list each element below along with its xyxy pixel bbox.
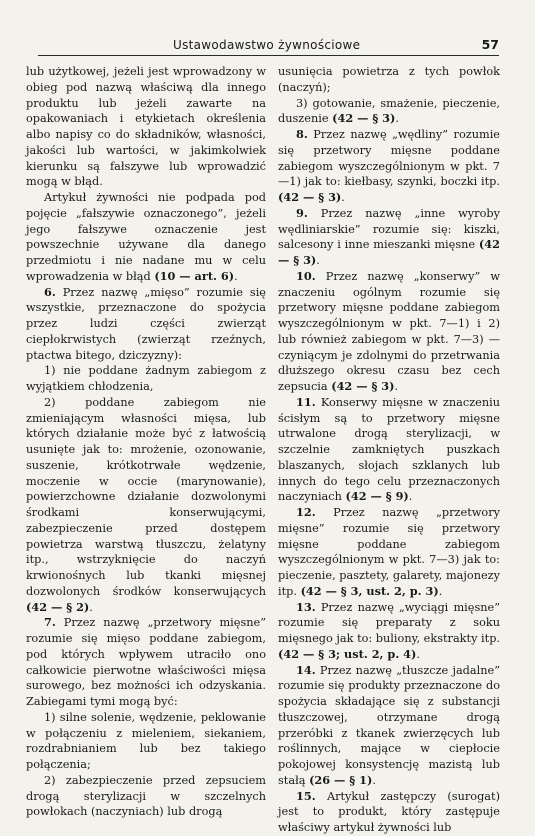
paragraph: lub użytkowej, jeżeli jest wprowadzony w obieg pod nazwą właściwą dla innego produktu lub jeżeli zawarte na opakowaniach i etykietach określenia albo napisy co do składników, własności, jakości lub wartości, w jakimkolwiek kierunku są fałszywe lub wprowadzić mogą w błąd. bbox=[26, 65, 266, 189]
paragraph: 6. Przez nazwę „mięso” rozumie się wszystkie, przeznaczone do spożycia przez ludzi części zwierząt ciepłokrwistych (zwierząt rzeźnych, ptactwa bitego, dziczyzny): bbox=[26, 284, 266, 362]
paragraph: 2) poddane zabiegom nie zmieniającym własności mięsa, lub których działanie może być z łatwością usunięte jak to: mrożenie, ozonowanie, suszenie, krótkotrwałe wędzenie, moczenie w occie (marynowanie), powierzchowne działanie dozwolonymi środkami konserwującymi, zabezpieczenie przed dostępem powietrza warstwą tłuszczu, żelatyny itp., wstrzyknięcie do naczyń krwionośnych lub tkanki mięsnej dozwolonych środków konserwujących (42 — § 2). bbox=[26, 395, 266, 614]
paragraph: 7. Przez nazwę „przetwory mięsne” rozumie się mięso poddane zabiegom, pod których wpływem utraciło ono całkowicie pierwotne właściwości mięsa surowego, bez możności ich odzyskania. Zabiegami tymi mogą być: bbox=[26, 615, 266, 708]
paragraph: 13. Przez nazwę „wyciągi mięsne” rozumie się preparaty z soku mięsnego jak to: buliony, ekstrakty itp. (42 — § 3; ust. 2, p. 4). bbox=[278, 599, 501, 661]
paragraph: 3) gotowanie, smażenie, pieczenie, duszenie (42 — § 3). bbox=[278, 96, 500, 126]
paragraph: 14. Przez nazwę „tłuszcze jadalne” rozumie się produkty przeznaczone do spożycia składające się z substancji tłuszczowej, otrzymane drogą przeróbki z tkanek zwierzęcych lub roślinnych, mające w ciepłocie pokojowej konsystencję mazistą lub stałą (26 — § 1). bbox=[278, 662, 500, 787]
paragraph: 1) nie poddane żadnym zabiegom z wyjątkiem chłodzenia, bbox=[26, 364, 266, 393]
running-title: Ustawodawstwo żywnościowe bbox=[173, 38, 361, 52]
paragraph: 8. Przez nazwę „wędliny” rozumie się przetwory mięsne poddane zabiegom wyszczególnionym w pkt. 7—1) jak to: kiełbasy, szynki, boczki itp. (42 — § 3). bbox=[278, 127, 500, 204]
page-number: 57 bbox=[481, 37, 499, 52]
left-column bbox=[26, 64, 266, 820]
paragraph: 15. Artykuł zastępczy (surogat) jest to produkt, który zastępuje właściwy artykuł żywności lub bbox=[278, 788, 500, 834]
running-header bbox=[38, 33, 499, 56]
paragraph: 9. Przez nazwę „inne wyroby wędliniarskie” rozumie się: kiszki, salcesony i inne mieszanki mięsne (42 — § 3). bbox=[278, 205, 500, 267]
right-column bbox=[278, 64, 500, 836]
paragraph: Artykuł żywności nie podpada pod pojęcie „fałszywie oznaczonego”, jeżeli jego fałszywe oznaczenie jest powszechnie używane dla danego przedmiotu i nie nadane mu w celu wprowadzenia w błąd (10 — art. 6). bbox=[26, 191, 266, 283]
paragraph: 12. Przez nazwę „przetwory mięsne” rozumie się przetwory mięsne poddane zabiegom wyszczególnionym w pkt. 7—3) jak to: pieczenie, pasztety, galarety, majonezy itp. (42 — § 3, ust. 2, p. 3). bbox=[278, 505, 500, 598]
paragraph: usunięcia powietrza z tych powłok (naczyń); bbox=[278, 65, 500, 94]
paragraph: 11. Konserwy mięsne w znaczeniu ścisłym są to przetwory mięsne utrwalone drogą sterylizacji, w szczelnie zamkniętych puszkach blaszanych, słojach szklanych lub innych do tego celu przeznaczonych naczyniach (42 — § 9). bbox=[278, 394, 500, 504]
paragraph: 10. Przez nazwę „konserwy” w znaczeniu ogólnym rozumie się przetwory mięsne poddane zabiegom wyszczególnionym w pkt. 7—1) i 2) lub również zabiegom w pkt. 7—3) — czyniącym je zdolnymi do przetrwania dłuższego okresu czasu bez cech zepsucia (42 — § 3). bbox=[278, 268, 500, 393]
paragraph: 1) silne solenie, wędzenie, peklowanie w połączeniu z mieleniem, siekaniem, rozdrabnianiem lub bez takiego połączenia; bbox=[26, 710, 266, 771]
paragraph: 2) zabezpieczenie przed zepsuciem drogą sterylizacji w szczelnych powłokach (naczyniach) lub drogą bbox=[26, 773, 266, 819]
